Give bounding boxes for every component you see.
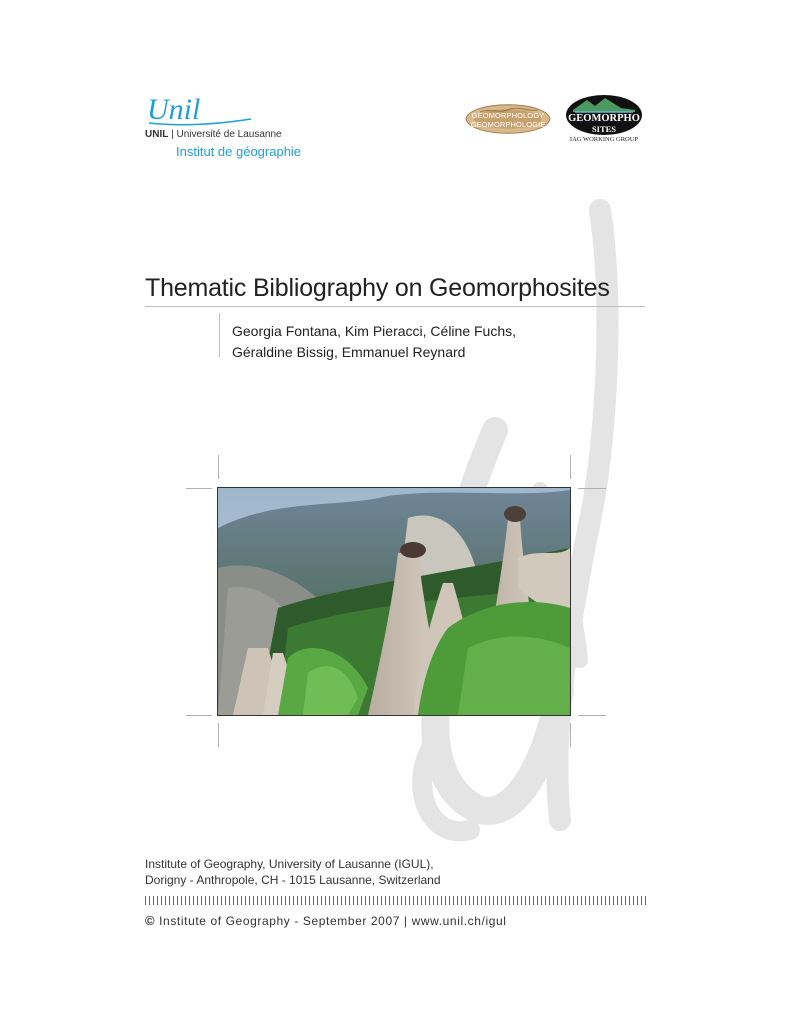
geomorphology-logo-line2: GEOMORPHOLOGIE	[470, 120, 546, 129]
svg-text:Unil: Unil	[147, 93, 201, 126]
barcode-rule	[145, 896, 647, 905]
copyright-symbol: ©	[145, 913, 156, 928]
authors-line-2: Géraldine Bissig, Emmanuel Reynard	[232, 344, 466, 360]
crop-mark	[570, 723, 571, 747]
crop-mark	[218, 723, 219, 747]
address-line-1: Institute of Geography, University of Lausanne (IGUL),	[145, 857, 434, 871]
copyright-line	[145, 913, 507, 928]
crop-mark	[578, 488, 606, 489]
working-group-label: IAG WORKING GROUP	[569, 136, 639, 143]
crop-mark	[186, 715, 212, 716]
crop-mark	[570, 455, 571, 479]
title-divider	[145, 306, 645, 307]
copyright-text: Institute of Geography - September 2007 | www.unil.ch/igul	[159, 914, 507, 928]
crop-mark	[218, 455, 219, 479]
crop-mark	[578, 715, 606, 716]
institute-name: Institut de géographie	[176, 144, 302, 159]
unil-abbrev: UNIL	[145, 129, 169, 140]
geomorphosites-logo-line1: GEOMORPHO	[568, 113, 640, 124]
earth-pyramids-photo	[217, 487, 571, 716]
unil-logo	[145, 93, 255, 129]
unil-separator: |	[171, 129, 174, 140]
authors-line-1: Georgia Fontana, Kim Pieracci, Céline Fuchs,	[232, 323, 517, 339]
university-line	[145, 129, 282, 140]
university-name: Université de Lausanne	[176, 129, 282, 140]
landscape-image	[218, 488, 570, 715]
crop-mark	[186, 488, 212, 489]
address-line-2: Dorigny - Anthropole, CH - 1015 Lausanne, Switzerland	[145, 873, 441, 887]
geomorphosites-logo-line2: SITES	[591, 124, 617, 134]
author-vertical-rule	[219, 313, 220, 357]
document-title: Thematic Bibliography on Geomorphosites	[145, 274, 610, 302]
geomorphology-logo-line1: GEOMORPHOLOGY	[471, 111, 545, 120]
